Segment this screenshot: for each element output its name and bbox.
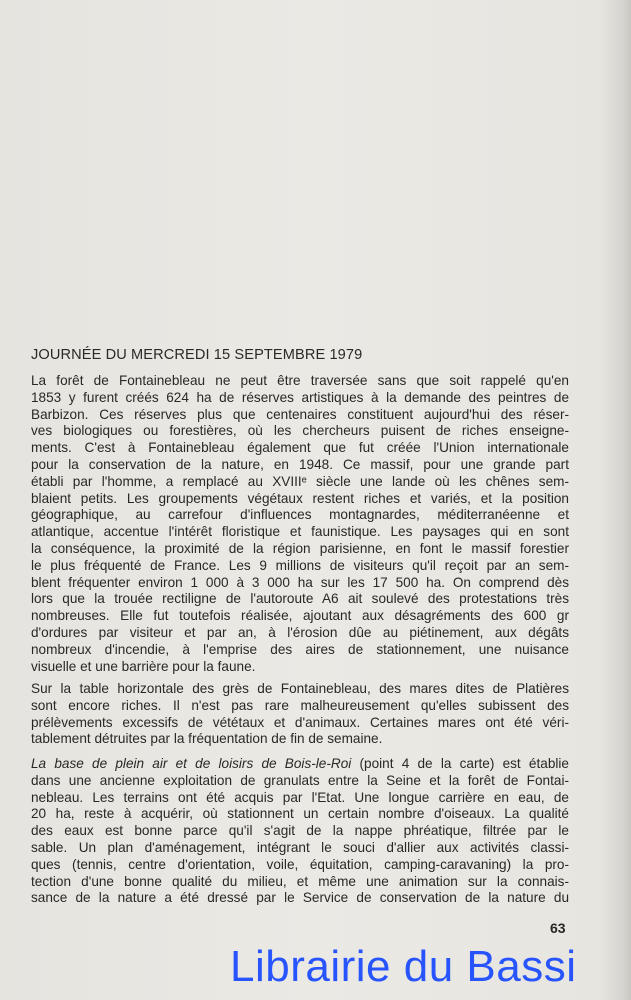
watermark: Librairie du Bassi xyxy=(230,942,577,991)
text-line: nebleau. Les terrains ont été acquis par l'Etat. Une longue carrière en eau, de xyxy=(31,789,569,805)
text-line: ques (tennis, centre d'orientation, voile, équitation, camping-caravaning) la pro- xyxy=(31,856,569,872)
text-line: atlantique, accentue l'intérêt floristique et faunistique. Les paysages qui en sont xyxy=(31,524,569,540)
text-segment: (point 4 de la carte) est établie xyxy=(351,756,569,771)
text-line: La forêt de Fontainebleau ne peut être traversée sans que soit rappelé qu'en xyxy=(31,373,569,388)
text-line: ves biologiques ou forestières, où les chercheurs puisent de riches enseigne- xyxy=(31,423,569,439)
paragraph-2 xyxy=(31,681,569,748)
text-line: tection d'une bonne qualité du milieu, et même une animation sur la connais- xyxy=(31,873,569,889)
text-line: le plus fréquenté de France. Les 9 millions de visiteurs qu'il reçoit par an sem- xyxy=(31,557,569,573)
text-line: Sur la table horizontale des grès de Fontainebleau, des mares dites de Platières xyxy=(31,681,569,696)
text-line: blaient petits. Les groupements végétaux restent riches et variés, et la position xyxy=(31,490,569,506)
text-line: sable. Un plan d'aménagement, intégrant le souci d'allier aux activités classi- xyxy=(31,839,569,855)
text-line: sance de la nature a été dressé par le Service de conservation de la nature du xyxy=(31,890,569,906)
text-line: 20 ha, reste à acquérir, où stationnent un certain nombre d'oiseaux. La qualité xyxy=(31,806,569,822)
text-line: établi par l'homme, a remplacé au XVIIIᵉ siècle une lande où les chênes sem- xyxy=(31,473,569,489)
text-line: la conséquence, la proximité de la région parisienne, en font le massif forestier xyxy=(31,540,569,556)
text-line: ments. C'est à Fontainebleau également que fut créée l'Union internationale xyxy=(31,440,569,456)
paragraph-1 xyxy=(31,373,569,675)
text-line: sont encore riches. Il n'est pas rare malheureusement qu'elles subissent des xyxy=(31,697,569,713)
text-line: d'ordures par visiteur et par an, à l'érosion dûe au piétinement, aux dégâts xyxy=(31,624,569,640)
text-line: Barbizon. Ces réserves plus que centenaires constituent aujourd'hui des réser- xyxy=(31,406,569,422)
text-line: visuelle et une barrière pour la faune. xyxy=(31,658,256,674)
text-line: nombreuses. Elle fut toutefois réalisée, ajoutant aux désagréments des 600 gr xyxy=(31,608,569,624)
section-heading: JOURNÉE DU MERCREDI 15 SEPTEMBRE 1979 xyxy=(31,347,363,363)
page-number: 63 xyxy=(550,920,566,936)
text-line: blent fréquenter environ 1 000 à 3 000 ha sur les 17 500 ha. On comprend dès xyxy=(31,574,569,590)
text-line: dans une ancienne exploitation de granulats entre la Seine et la forêt de Fontai- xyxy=(31,772,569,788)
text-line: géographique, au carrefour d'influences montagnardes, méditerranéenne et xyxy=(31,507,569,523)
italic-place-name: La base de plein air et de loisirs de Bois-le-Roi xyxy=(31,756,352,771)
paragraph-3 xyxy=(31,756,569,907)
text-line: des eaux est bonne parce qu'il s'agit de la nappe phréatique, filtrée par le xyxy=(31,823,569,839)
text-line: pour la conservation de la nature, en 1948. Ce massif, pour une grande part xyxy=(31,456,569,472)
text-line: 1853 y furent créés 624 ha de réserves artistiques à la demande des peintres de xyxy=(31,389,569,405)
text-line: nombreux d'incendie, à l'emprise des aires de stationnement, une nuisance xyxy=(31,641,569,657)
text-line: tablement détruites par la fréquentation de fin de semaine. xyxy=(31,731,383,747)
text-line: lors que la trouée rectiligne de l'autoroute A6 ait soulevé des protestations très xyxy=(31,591,569,607)
text-line: prélèvements excessifs de vététaux et d'animaux. Certaines mares ont été véri- xyxy=(31,714,569,730)
text-line xyxy=(31,756,569,773)
